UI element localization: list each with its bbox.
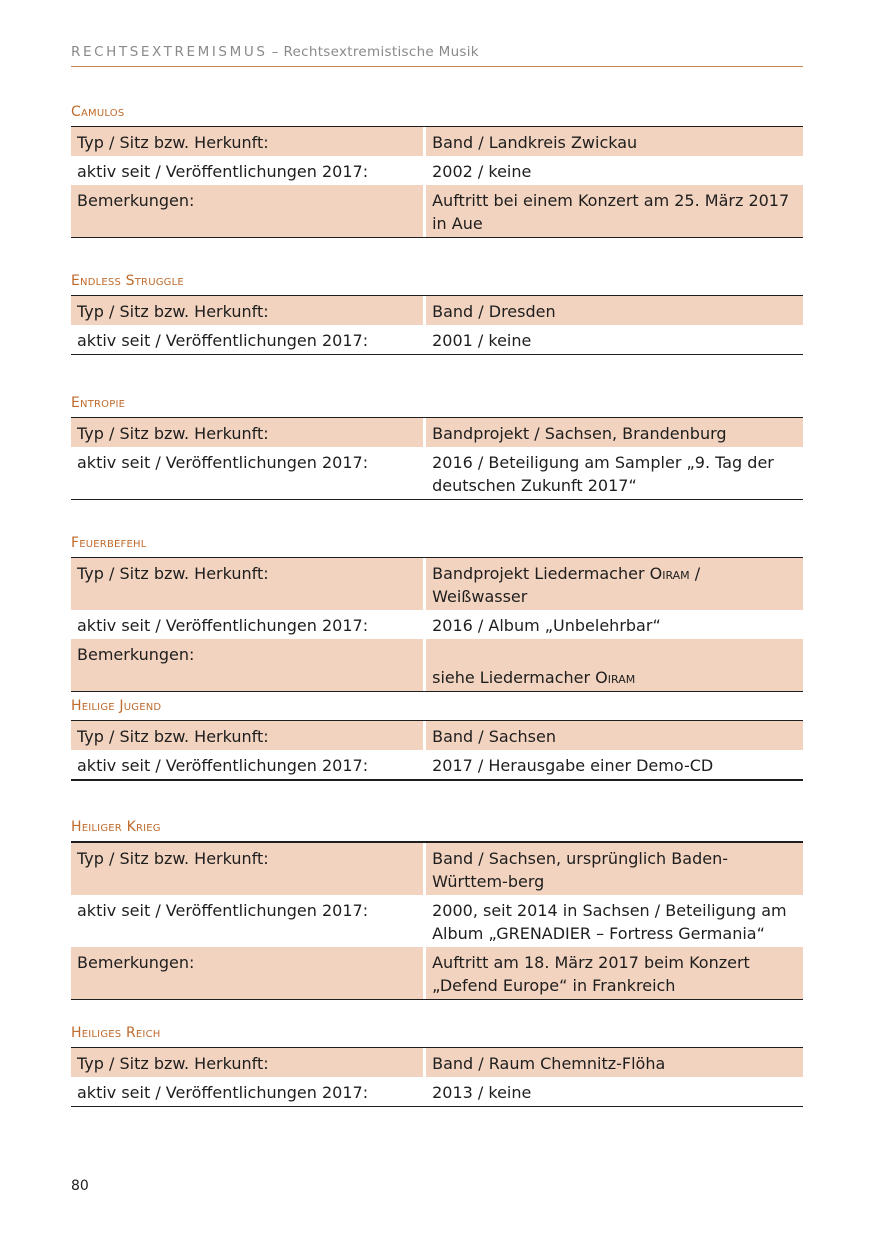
artist-name: Oiram: [649, 564, 690, 583]
row-value: Band / Sachsen: [426, 721, 803, 750]
value-line: [432, 643, 797, 689]
row-label: Typ / Sitz bzw. Herkunft:: [71, 721, 423, 750]
section-heilige-jugend: [71, 696, 803, 781]
row-label: Typ / Sitz bzw. Herkunft:: [71, 127, 423, 156]
row-label: Bemerkungen:: [71, 185, 423, 237]
section-camulos: [71, 102, 803, 238]
value-text: / Weißwasser: [432, 564, 701, 606]
section-endless-struggle: [71, 271, 803, 355]
row-label: aktiv seit / Veröffentlichungen 2017:: [77, 331, 369, 350]
row-value: 2001 / keine: [432, 331, 532, 350]
header-topic: RECHTSEXTREMISMUS: [71, 44, 268, 60]
table-row: [71, 127, 803, 156]
info-table: [71, 417, 803, 500]
info-table: [71, 720, 803, 781]
section-title: Heiliges Reich: [71, 1025, 161, 1041]
header-subtitle: – Rechtsextremistische Musik: [271, 44, 479, 60]
table-row: [71, 296, 803, 325]
table-row: [71, 750, 803, 779]
row-value: 2016 / Beteiligung am Sampler „9. Tag der deutschen Zukunft 2017“: [432, 453, 774, 495]
row-label: aktiv seit / Veröffentlichungen 2017:: [77, 756, 369, 775]
row-value: Band / Raum Chemnitz-Flöha: [426, 1048, 803, 1077]
row-value: 2016 / Album „Unbelehrbar“: [432, 616, 661, 635]
table-row: [71, 895, 803, 947]
info-table: [71, 557, 803, 692]
table-row: [71, 610, 803, 639]
table-row: [71, 1077, 803, 1106]
row-label: aktiv seit / Veröffentlichungen 2017:: [77, 616, 369, 635]
row-label: Typ / Sitz bzw. Herkunft:: [71, 558, 423, 610]
row-value: 2017 / Herausgabe einer Demo-CD: [432, 756, 714, 775]
row-value: Band / Landkreis Zwickau: [426, 127, 803, 156]
row-label: Typ / Sitz bzw. Herkunft:: [71, 843, 423, 895]
row-label: Typ / Sitz bzw. Herkunft:: [71, 418, 423, 447]
table-row: [71, 447, 803, 499]
table-row: [71, 156, 803, 185]
row-label: aktiv seit / Veröffentlichungen 2017:: [77, 1083, 369, 1102]
page-number: 80: [71, 1178, 89, 1194]
row-label: aktiv seit / Veröffentlichungen 2017:: [77, 162, 369, 181]
row-value: Auftritt am 18. März 2017 beim Konzert „Defend Europe“ in Frankreich: [426, 947, 803, 999]
section-title: Feuerbefehl: [71, 535, 147, 551]
row-value: Auftritt bei einem Konzert am 25. März 2017 in Aue: [426, 185, 803, 237]
row-value: Band / Sachsen, ursprünglich Baden-Württem-berg: [426, 843, 803, 895]
row-label: Typ / Sitz bzw. Herkunft:: [71, 296, 423, 325]
row-label: Bemerkungen:: [71, 639, 423, 691]
row-value: [426, 558, 803, 610]
section-title: Heiliger Krieg: [71, 819, 161, 835]
row-label: Bemerkungen:: [71, 947, 423, 999]
section-heiliges-reich: [71, 1023, 803, 1107]
section-heiliger-krieg: [71, 817, 803, 1000]
row-value: [426, 639, 803, 691]
table-row: [71, 558, 803, 610]
table-row: [71, 947, 803, 999]
info-table: [71, 841, 803, 1000]
row-label: Typ / Sitz bzw. Herkunft:: [71, 1048, 423, 1077]
page-header: [71, 44, 803, 67]
table-row: [71, 843, 803, 895]
table-row: [71, 418, 803, 447]
value-text: siehe Liedermacher: [432, 668, 591, 687]
row-value: 2002 / keine: [432, 162, 532, 181]
row-label: aktiv seit / Veröffentlichungen 2017:: [77, 901, 369, 920]
section-feuerbefehl: [71, 533, 803, 692]
table-row: [71, 1048, 803, 1077]
artist-name: Oiram: [595, 668, 636, 687]
info-table: [71, 1047, 803, 1107]
section-title: Entropie: [71, 395, 126, 411]
section-entropie: [71, 393, 803, 500]
row-label: aktiv seit / Veröffentlichungen 2017:: [77, 453, 369, 472]
table-row: [71, 721, 803, 750]
section-title: Camulos: [71, 104, 125, 120]
table-row: [71, 639, 803, 691]
info-table: [71, 126, 803, 238]
table-row: [71, 325, 803, 354]
row-value: 2000, seit 2014 in Sachsen / Beteiligung am Album „GRENADIER – Fortress Germania“: [432, 901, 787, 943]
row-value: Bandprojekt / Sachsen, Brandenburg: [426, 418, 803, 447]
section-title: Endless Struggle: [71, 273, 184, 289]
row-value: 2013 / keine: [432, 1083, 532, 1102]
info-table: [71, 295, 803, 355]
value-text: Bandprojekt Liedermacher: [432, 564, 645, 583]
section-title: Heilige Jugend: [71, 698, 162, 714]
row-value: Band / Dresden: [426, 296, 803, 325]
table-row: [71, 185, 803, 237]
